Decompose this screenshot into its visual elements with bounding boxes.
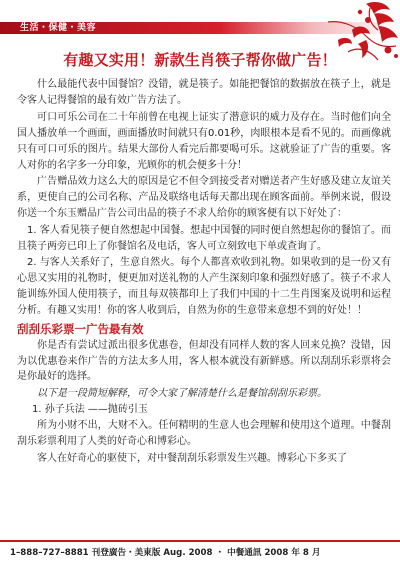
list-item: 1. 客人看见筷子便自然想起中国餐。想起中国餐的同时便自然想起你的餐馆了。而且筷子两旁已印上了你餐馆名及电话，客人可立刻致电下单或查询了。: [17, 225, 391, 253]
page-footer: 1–888–727–8881 刊登廣告・美東版 Aug. 2008 ・ 中餐通訊 2008 年 8 月: [10, 548, 321, 558]
paragraph: 你是否有尝试过派出很多优惠卷，但却没有同样人数的客人回来兑换？没错，因为以优惠卷来作广告的方法太多人用，客人根本就没有新鲜感。所以刮刮乐彩票将会是你最好的选择。: [17, 339, 391, 383]
paragraph: 客人在好奇心的驱使下，对中餐刮刮乐彩票发生兴趣。博彩心下多买了: [37, 452, 347, 464]
section-tag: 生活・保健・美容: [20, 23, 97, 33]
paragraph: 可口可乐公司在二十年前曾在电视上证实了潜意识的威力及存在。当时他们向全国人播放单一个画面，画面播放时间就只有0.01秒，肉眼根本是看不见的。而画像就只有可口可乐的图片。结果大部份人看完后都要喝可乐。这就验证了广告的重要。客人对你的名字多一分印象，光顾你的机会便多十分！: [17, 111, 391, 171]
step-heading: 1. 孙子兵法 ——抛砖引玉: [32, 404, 148, 416]
footer-divider: [0, 540, 400, 542]
paragraph: 所为小财不出，大财不入。任何精明的生意人也会理解和使用这个道理。中餐刮刮乐彩票利用了人类的好奇心和博彩心。: [17, 420, 391, 448]
italic-note: 以下是一段简短解释，可令大家了解清楚什么是餐馆刮刮乐彩票。: [37, 388, 327, 400]
paragraph: 广告赠品效力这么大的原因是它不但令到接受者对赠送者产生好感及建立友谊关系，更使自己的公司名称、产品及联络电话每天都出现在顾客面前。举例来说，假设你送一个东玉赠品广告公司出品的筷子不求人给你的顾客便有以下好处了：: [17, 176, 391, 220]
section-heading: 刮刮乐彩票一广告最有效: [17, 321, 144, 336]
article-body: [17, 77, 391, 468]
page-title: 有趣又实用！新款生肖筷子帮你做广告！: [63, 51, 337, 69]
paragraph: 什么最能代表中国餐馆？没错，就是筷子。如能把餐馆的数据放在筷子上，就是令客人记得餐馆的最有效广告方法了。: [17, 79, 391, 106]
list-item: 2. 与客人关系好了，生意自然火。每个人都喜欢收到礼物。如果收到的是一份又有心思又实用的礼物时，便更加对送礼物的人产生深刻印象和强烈好感了。筷子不求人能训练外国人使用筷子，而且每双筷都印上了我们中国的十二生肖图案及说明和运程分析。有趣又实用！你的客人收到后，自然为你的生意带来意想不到的好处！！: [17, 256, 391, 316]
